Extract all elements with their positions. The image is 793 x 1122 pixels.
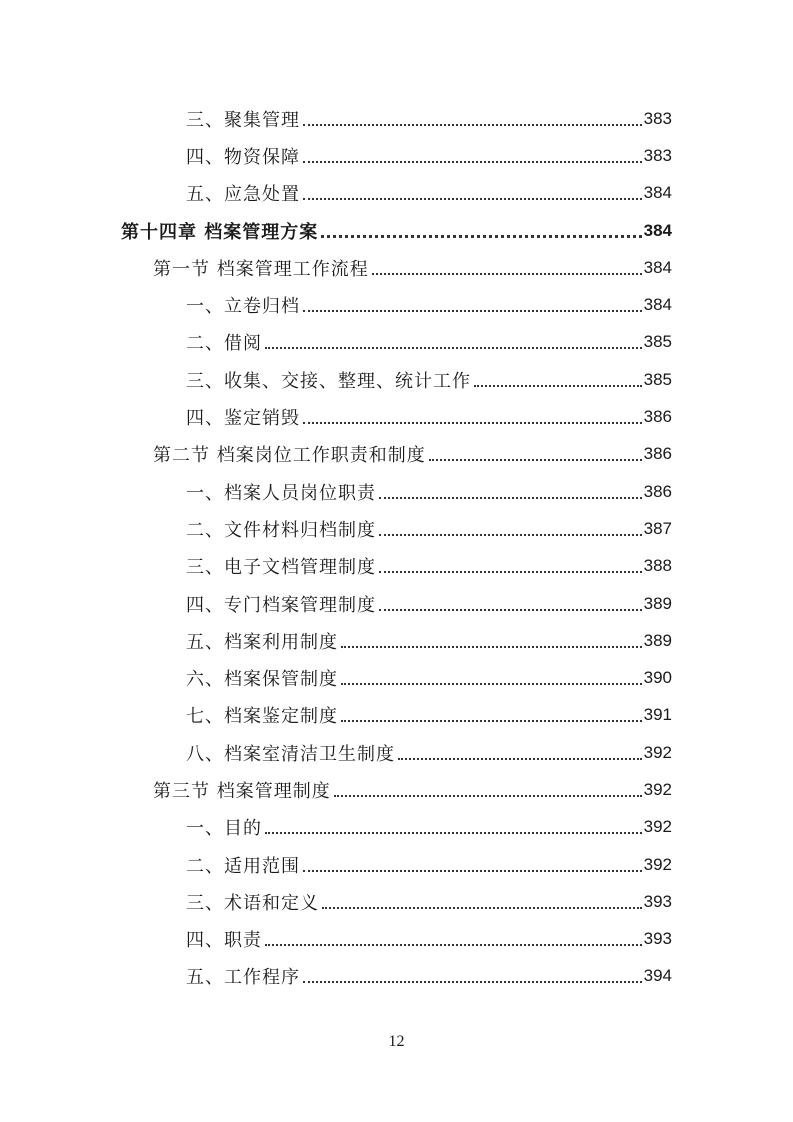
- toc-entry-page: 383: [643, 145, 672, 165]
- toc-entry-page: 385: [643, 332, 672, 352]
- page-number: 12: [388, 1033, 405, 1050]
- dot-leader: [265, 816, 642, 834]
- table-of-contents: [0, 100, 793, 995]
- dot-leader: [379, 555, 642, 573]
- dot-leader: [265, 928, 642, 946]
- toc-entry[interactable]: [0, 697, 793, 734]
- toc-entry-label: 三、电子文档管理制度: [186, 557, 376, 579]
- toc-entry-page: 390: [643, 668, 672, 688]
- toc-entry[interactable]: [0, 846, 793, 883]
- toc-section-entry[interactable]: [0, 249, 793, 286]
- toc-entry[interactable]: [0, 361, 793, 398]
- toc-entry-label: 一、档案人员岗位职责: [186, 482, 376, 504]
- toc-entry-label: 四、鉴定销毁: [186, 408, 300, 430]
- toc-entry-label: 四、专门档案管理制度: [186, 594, 376, 616]
- dot-leader: [303, 145, 642, 163]
- toc-entry-label: 四、职责: [186, 930, 262, 952]
- toc-section-entry[interactable]: [0, 436, 793, 473]
- dot-leader: [303, 406, 642, 424]
- toc-entry[interactable]: [0, 659, 793, 696]
- toc-entry-label: 二、借阅: [186, 333, 262, 355]
- toc-entry-label: 五、工作程序: [186, 967, 300, 989]
- toc-entry-page: 389: [643, 593, 672, 613]
- toc-entry-label: 三、聚集管理: [186, 109, 300, 131]
- toc-entry-label: 一、立卷归档: [186, 296, 300, 318]
- dot-leader: [379, 481, 642, 499]
- dot-leader: [398, 742, 642, 760]
- toc-entry[interactable]: [0, 734, 793, 771]
- toc-entry[interactable]: [0, 100, 793, 137]
- toc-entry-label: 第十四章 档案管理方案: [121, 221, 319, 243]
- toc-entry-label: 三、术语和定义: [186, 892, 319, 914]
- toc-entry[interactable]: [0, 883, 793, 920]
- toc-entry-label: 一、目的: [186, 818, 262, 840]
- toc-entry-page: 384: [643, 295, 672, 315]
- toc-entry-label: 二、适用范围: [186, 855, 300, 877]
- toc-entry-label: 五、档案利用制度: [186, 631, 338, 653]
- dot-leader: [321, 219, 641, 238]
- toc-entry[interactable]: [0, 473, 793, 510]
- dot-leader: [303, 854, 642, 872]
- toc-entry-page: 384: [643, 257, 672, 277]
- dot-leader: [303, 294, 642, 312]
- toc-entry-label: 三、收集、交接、整理、统计工作: [186, 370, 471, 392]
- toc-entry-page: 386: [643, 481, 672, 501]
- toc-entry-page: 386: [643, 407, 672, 427]
- toc-entry[interactable]: [0, 921, 793, 958]
- toc-entry-page: 384: [643, 220, 672, 240]
- toc-entry[interactable]: [0, 398, 793, 435]
- toc-entry[interactable]: [0, 809, 793, 846]
- toc-entry-page: 383: [643, 108, 672, 128]
- toc-entry-label: 四、物资保障: [186, 146, 300, 168]
- toc-entry-page: 386: [643, 444, 672, 464]
- toc-entry-label: 第三节 档案管理制度: [153, 780, 331, 802]
- toc-entry-label: 七、档案鉴定制度: [186, 706, 338, 728]
- dot-leader: [303, 965, 642, 983]
- dot-leader: [341, 630, 642, 648]
- toc-entry-page: 389: [643, 630, 672, 650]
- dot-leader: [322, 891, 642, 909]
- toc-entry-page: 392: [643, 779, 672, 799]
- toc-entry-page: 387: [643, 518, 672, 538]
- toc-entry-page: 391: [643, 705, 672, 725]
- dot-leader: [379, 593, 642, 611]
- dot-leader: [372, 257, 642, 275]
- toc-entry-page: 392: [643, 817, 672, 837]
- toc-entry-label: 六、档案保管制度: [186, 669, 338, 691]
- toc-entry[interactable]: [0, 510, 793, 547]
- toc-entry[interactable]: [0, 286, 793, 323]
- toc-entry-page: 388: [643, 556, 672, 576]
- toc-entry-label: 五、应急处置: [186, 184, 300, 206]
- toc-entry-page: 384: [643, 183, 672, 203]
- toc-chapter-entry[interactable]: [0, 212, 793, 249]
- toc-entry-page: 393: [643, 891, 672, 911]
- dot-leader: [334, 779, 642, 797]
- toc-entry[interactable]: [0, 175, 793, 212]
- toc-section-entry[interactable]: [0, 771, 793, 808]
- toc-entry-label: 二、文件材料归档制度: [186, 519, 376, 541]
- toc-entry-page: 392: [643, 742, 672, 762]
- toc-entry[interactable]: [0, 324, 793, 361]
- toc-entry-label: 第二节 档案岗位工作职责和制度: [153, 445, 426, 467]
- toc-entry-page: 393: [643, 929, 672, 949]
- dot-leader: [265, 331, 642, 349]
- toc-entry[interactable]: [0, 548, 793, 585]
- dot-leader: [429, 443, 642, 461]
- toc-entry[interactable]: [0, 622, 793, 659]
- dot-leader: [303, 108, 642, 126]
- dot-leader: [474, 369, 642, 387]
- toc-entry[interactable]: [0, 585, 793, 622]
- dot-leader: [303, 182, 642, 200]
- dot-leader: [379, 518, 642, 536]
- dot-leader: [341, 667, 642, 685]
- toc-entry[interactable]: [0, 958, 793, 995]
- toc-entry-page: 385: [643, 369, 672, 389]
- toc-entry-page: 394: [643, 966, 672, 986]
- dot-leader: [341, 704, 642, 722]
- toc-entry-label: 第一节 档案管理工作流程: [153, 258, 369, 280]
- toc-entry-label: 八、档案室清洁卫生制度: [186, 743, 395, 765]
- toc-entry[interactable]: [0, 137, 793, 174]
- toc-entry-page: 392: [643, 854, 672, 874]
